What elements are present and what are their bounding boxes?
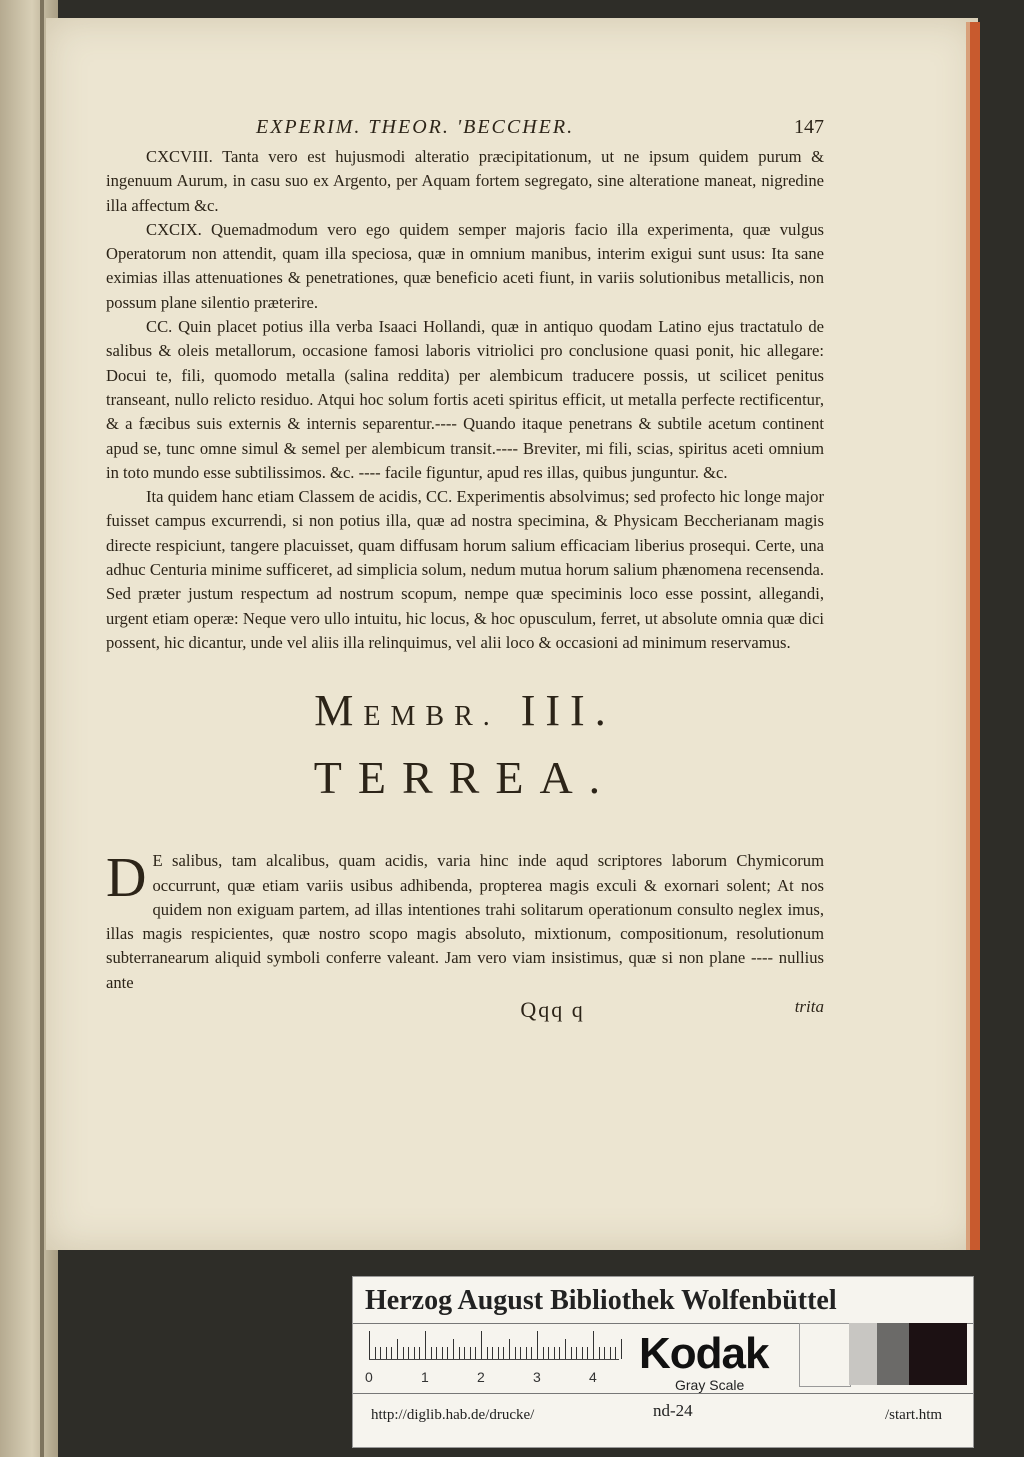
shelfmark: nd-24	[653, 1401, 693, 1420]
ruler-tick	[498, 1347, 499, 1359]
paragraph-conclusion: Ita quidem hanc etiam Classem de acidis, CC. Experimentis absolvimus; sed profecto hic longe major fuisset campus excurrendi, si non potius illa, quæ ad nostra specimina, & Physicam Beccherianam magis directe respiciunt, tangere placuisset, quam diffusam horum salium efficaciam liberius prosequi. Certe, una adhuc Centuria minime sufficeret, ad simplicia solum, nedum mutua horum salium phænomena recensenda. Sed præter justum respectum ad nostrum scopum, nempe quæ speciminis loco esse possint, allegandi, urgent etiam operæ: Neque vero ullo intuitu, hic locus, & hoc opusculum, ferret, ut absolute omnia quæ dici possent, hic dicantur, unde vel aliis illa relinquimus, vel alii loco & occasioni ad minimum reservamus.	[106, 487, 824, 652]
ruler-tick	[559, 1347, 560, 1359]
ruler-tick	[621, 1339, 622, 1359]
paragraph-de-salibus	[106, 849, 824, 995]
ruler-tick	[464, 1347, 465, 1359]
membr-rest: EMBR.	[363, 701, 500, 733]
ruler-tick	[537, 1331, 538, 1359]
ruler-tick	[509, 1339, 510, 1359]
ruler-tick	[375, 1347, 376, 1359]
ruler-tick	[610, 1347, 611, 1359]
kodak-logo: Kodak	[639, 1329, 769, 1378]
ruler-tick	[604, 1347, 605, 1359]
ruler-tick	[403, 1347, 404, 1359]
ruler-tick	[414, 1347, 415, 1359]
ruler-tick	[599, 1347, 600, 1359]
gray-swatch-white	[799, 1323, 851, 1387]
library-label	[352, 1276, 974, 1448]
ruler-tick	[453, 1339, 454, 1359]
page-number: 147	[794, 116, 824, 138]
ruler-number: 1	[421, 1369, 429, 1385]
ruler-tick	[431, 1347, 432, 1359]
ruler-tick	[470, 1347, 471, 1359]
ruler-tick	[369, 1331, 370, 1359]
ruler-tick	[571, 1347, 572, 1359]
ruler-tick	[548, 1347, 549, 1359]
ruler-tick	[481, 1331, 482, 1359]
ruler-tick	[391, 1347, 392, 1359]
membr-first: M	[314, 686, 364, 736]
membr-number: III.	[520, 686, 616, 736]
catchword: trita	[794, 997, 824, 1017]
ruler-tick	[582, 1347, 583, 1359]
ruler-tick	[565, 1339, 566, 1359]
ruler-tick	[397, 1339, 398, 1359]
ruler-tick	[615, 1347, 616, 1359]
section-heading-terrea: TERREA.	[313, 752, 617, 804]
running-head	[106, 116, 824, 139]
ruler-tick	[593, 1331, 594, 1359]
paragraph-cc: CC. Quin placet potius illa verba Isaaci Hollandi, quæ in antiquo quodam Latino ejus tractatulo de salibus & oleis metallorum, occasione famosi laboris vitriolici pro conclusione quasi ponit, hic allegare: Docui te, fili, quomodo metalla (salina reddita) per alembicum traducere possis, ut scilicet penitus transeant, nullo relicto residuo. Atqui hoc solum fortis aceti spiritus efficit, ut metalla perfecte rectificentur, & a fæcibus suis externis & internis separentur.---- Quando itaque penetrans & subtile acetum continent apud se, tunc omne simul & semel per alembicum transit.---- Breviter, mi fili, scias, spiritus aceti omnium in toto mundo esse subtilissimos. &c. ---- facile figuntur, apud res illas, quibus junguntur. &c.	[106, 317, 824, 482]
ruler-tick	[447, 1347, 448, 1359]
ruler-tick	[436, 1347, 437, 1359]
ruler-tick	[526, 1347, 527, 1359]
ruler-number: 4	[589, 1369, 597, 1385]
library-name: Herzog August Bibliothek Wolfenbüttel	[365, 1285, 837, 1316]
ruler-tick	[543, 1347, 544, 1359]
ruler-tick	[492, 1347, 493, 1359]
gray-swatch-light	[849, 1323, 877, 1385]
ruler-tick	[459, 1347, 460, 1359]
ruler-tick	[531, 1347, 532, 1359]
ruler-number: 0	[365, 1369, 373, 1385]
ruler-tick	[587, 1347, 588, 1359]
ruler-tick	[380, 1347, 381, 1359]
ruler-tick	[576, 1347, 577, 1359]
running-head-title: EXPERIM. THEOR. 'BECCHER.	[256, 116, 575, 138]
start-path: /start.htm	[885, 1407, 943, 1423]
drop-cap: D	[106, 847, 147, 910]
ruler-tick	[487, 1347, 488, 1359]
ruler-tick	[554, 1347, 555, 1359]
ruler-numbers	[365, 1369, 625, 1389]
gray-swatch-black	[909, 1323, 967, 1385]
section-heading-membr	[106, 685, 824, 741]
catchline	[106, 997, 824, 1023]
ruler-number: 3	[533, 1369, 541, 1385]
ruler-tick	[515, 1347, 516, 1359]
ruler-tick	[442, 1347, 443, 1359]
ruler-tick	[408, 1347, 409, 1359]
digital-library-url: http://diglib.hab.de/drucke/	[371, 1407, 535, 1423]
paragraph-de-salibus-text: E salibus, tam alcalibus, quam acidis, varia hinc inde aqud scriptores laborum Chymicorum occurrunt, quæ etiam variis usibus adhibenda, propterea magis exculi & exornari solent; At nos quidem non exiguam partem, ad illas intentiones trahi solitarum operationum consulto neglex imus, illas magis respicientes, quæ nostro scopo magis absoluto, mixtionum, compositionum, resolutionum subterranearum aliquid symboli conferre valeant. Jam vero viam insistimus, quæ si non plane ---- nullius ante	[106, 851, 824, 992]
ruler-tick	[386, 1347, 387, 1359]
ruler-tick	[520, 1347, 521, 1359]
ruler-tick	[475, 1347, 476, 1359]
scale-ruler	[369, 1329, 619, 1360]
gray-scale-label: Gray Scale	[675, 1377, 745, 1393]
page-red-edge	[970, 22, 980, 1250]
gray-swatch-mid	[877, 1323, 909, 1385]
ruler-tick	[425, 1331, 426, 1359]
label-divider	[353, 1393, 973, 1394]
ruler-tick	[419, 1347, 420, 1359]
paragraph-cxcix: CXCIX. Quemadmodum vero ego quidem semper majoris facio illa experimenta, quæ vulgus Operatorum non attendit, quam illa speciosa, quæ in omnium manibus, interim exigui sunt usus: Ita sane eximias illas attenuationes & penetrationes, quæ beneficio aceti fiunt, in variis solutionibus metallicis, non possum plane silentio præterire.	[106, 219, 824, 312]
signature-mark: Qqq q	[520, 997, 585, 1023]
page-text	[106, 116, 824, 1023]
paragraph-cxcviii: CXCVIII. Tanta vero est hujusmodi alteratio præcipitationum, ut ne ipsum quidem purum & ingenuum Aurum, in casu suo ex Argento, per Aquam fortem segregato, sine alteratione maneat, nigredine illa affectum &c.	[106, 147, 824, 215]
ruler-tick	[503, 1347, 504, 1359]
ruler-number: 2	[477, 1369, 485, 1385]
